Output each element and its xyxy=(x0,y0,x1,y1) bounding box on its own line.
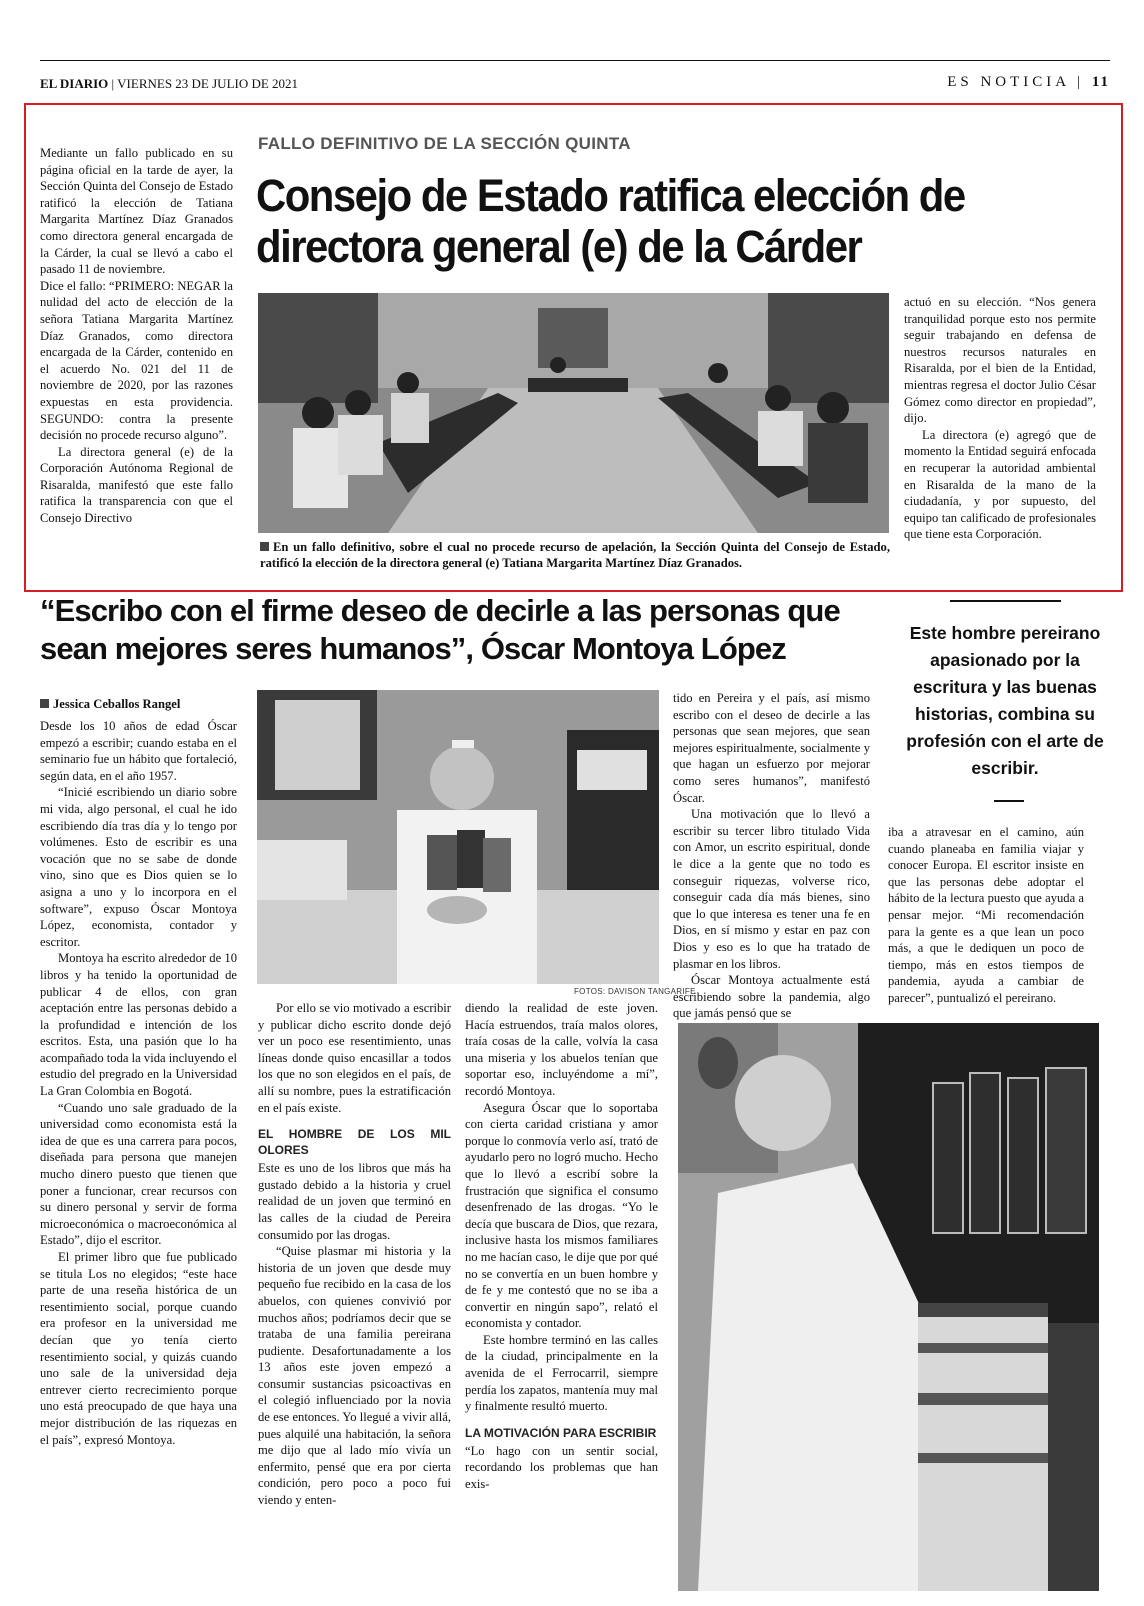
writer-photo-books xyxy=(257,690,659,984)
header-separator: | xyxy=(111,76,118,91)
article1-right-paragraph: La directora (e) agregó que de momento la Entidad seguirá enfocada en recuperar la autoridad ambiental en Risaralda de la mano de la ciudadanía, y por supuesto, del equipo tan calificado de profesionales que tiene esta Corporación. xyxy=(904,427,1096,542)
pull-quote-bottom-rule xyxy=(994,800,1024,802)
header-rule xyxy=(40,60,1110,61)
page-number: 11 xyxy=(1091,74,1110,90)
article2-paragraph: Óscar Montoya actualmente está escribiendo sobre la pandemia, algo que jamás pensó que se xyxy=(673,973,870,1021)
photo-credit: FOTOS: DAVISON TANGARIFE xyxy=(574,987,696,996)
article2-paragraph: Montoya ha escrito alrededor de 10 libros y ha tenido la oportunidad de publicar 4 de ellos, con gran aceptación entre las personas debido a la profundidad e intención de los escritos. Esta, una pasión que lo ha acompañado toda la vida incluyendo el estudio del pregrado en la Universidad La Gran Colombia en Bogotá. xyxy=(40,951,237,1099)
pull-quote: Este hombre pereirano apasionado por la escritura y las buenas historias, combina su profesión con el arte de escribir. xyxy=(906,623,1104,778)
article2-paragraph: Este es uno de los libros que más ha gustado debido a la historia y cruel realidad de un joven que terminó en las calles de la ciudad de Pereira consumido por las drogas. xyxy=(258,1161,451,1242)
meeting-photo xyxy=(258,293,889,533)
article2-column-2 xyxy=(258,1000,451,1509)
article2-paragraph: Asegura Óscar que lo soportaba con cierta caridad cristiana y amor porque lo conmovía verlo así, trató de ayudarlo pero no logró mucho. Hecho que lo llevó a escribí sobre la frustración que significa el consumo desenfrenado de las drogas. “Yo le decía que buscara de Dios, que rezara, inclusive hasta los mismos familiares no me hacían caso, le dije que por qué no se convertía en un buen hombre y de fe y me contestó que no se iba a convertir en ningún sapo”, relató el economista y contador. xyxy=(465,1100,659,1331)
paper-name: EL DIARIO xyxy=(40,76,109,91)
article1-left-paragraph: Mediante un fallo publicado en su página oficial en la tarde de ayer, la Sección Quinta del Consejo de Estado ratificó la elección de Tatiana Margarita Martínez Díaz Granados como directora general encargada de la Cárder, la cual se llevó a cabo el pasado 11 de noviembre. xyxy=(40,146,233,277)
article2-paragraph: Este hombre terminó en las calles de la ciudad, principalmente en la avenida de el Ferrocarril, siempre perdía los zapatos, mantenía muy mal y finalmente resultó muerto. xyxy=(465,1332,658,1414)
subhead-mil-olores: EL HOMBRE DE LOS MIL OLORES xyxy=(258,1127,451,1158)
header-date: VIERNES 23 DE JULIO DE 2021 xyxy=(117,76,299,91)
article1-left-paragraph: Dice el fallo: “PRIMERO: NEGAR la nulidad del acto de elección de la señora Tatiana Margarita Martínez Díaz Granados, como directora encargada de la Cárder, contenido en el acuerdo No. 021 del 11 de noviembre de 2020, por las razones expuestas en esta providencia. SEGUNDO: contra la presente decisión no procede recurso alguno”. xyxy=(40,278,233,443)
subhead-motivacion: LA MOTIVACIÓN PARA ESCRIBIR xyxy=(465,1425,657,1440)
article2-column-5 xyxy=(888,824,1084,1007)
article1-kicker: FALLO DEFINITIVO DE LA SECCIÓN QUINTA xyxy=(258,134,631,153)
writer-photo-shelf-image xyxy=(678,1023,1099,1591)
meeting-photo-image xyxy=(258,293,889,533)
header-left xyxy=(40,76,298,92)
header-right xyxy=(947,74,1110,91)
article2-paragraph: “Inicié escribiendo un diario sobre mi vida, algo personal, el cual he ido escribiendo día tras día y lo tengo por volúmenes. Esto de escribir es una vocación que no se sabe de donde vino, sino que es Dios quien se lo asigna a uno y lo incorpora en el software”, expuso Óscar Montoya López, economista, contador y escritor. xyxy=(40,785,237,949)
header-separator-right: | xyxy=(1077,74,1092,90)
article1-left-paragraph: La directora general (e) de la Corporación Autónoma Regional de Risaralda, manifestó que este fallo ratifica la transparencia con que el Consejo Directivo xyxy=(40,444,233,526)
article2-paragraph: Desde los 10 años de edad Óscar empezó a escribir; cuando estaba en el seminario fue un hábito que fortaleció, según data, en el año 1957. xyxy=(40,719,237,783)
caption-bullet xyxy=(260,542,269,551)
article2-column-4 xyxy=(673,690,870,1022)
writer-photo-shelf xyxy=(678,1023,1099,1591)
article1-caption xyxy=(260,539,890,571)
article2-column-1 xyxy=(40,718,237,1448)
article2-headline: “Escribo con el firme deseo de decirle a las personas que sean mejores seres humanos”, Óscar Montoya López xyxy=(40,593,840,666)
article2-paragraph: “Quise plasmar mi historia y la historia de un joven que desde muy pequeño fue recibido en la casa de los abuelos, con quienes convivió por muchos años; podríamos decir que se trataba de una familia pereirana pudiente. Desafortunadamente a los 13 años este joven empezó a consumir sustancias psicoactivas en el colegió influenciado por la novia de ese entonces. Yo llegué a vivir allá, pues alquilé una habitación, la señora me dijo que al lado mío vivía un enfermito, pensé que era por cierta condición, pero poco a poco fui viendo y enten- xyxy=(258,1244,451,1508)
byline xyxy=(40,697,180,712)
article1-caption-text: En un fallo definitivo, sobre el cual no procede recurso de apelación, la Sección Quinta del Consejo de Estado, ratificó la elección de la directora general (e) Tatiana Margarita Martínez Díaz Granados. xyxy=(260,540,890,570)
article2-column-3 xyxy=(465,1000,658,1493)
article1-left-column xyxy=(40,145,233,527)
article1-right-paragraph: actuó en su elección. “Nos genera tranquilidad porque esto nos permite seguir trabajando en defensa de nuestros recursos naturales en Risaralda, por el bien de la Entidad, mientras regresa el doctor Julio César Gómez como director en propiedad”, dijo. xyxy=(904,295,1096,426)
article2-paragraph: iba a atravesar en el camino, aún cuando planeaba en familia viajar y conocer Europa. El escritor insiste en que las personas debe adoptar el hábito de la lectura puesto que ayuda a pensar mejor. “Mi recomendación para la gente es a que lean un poco más, a que le dediquen un poco de tiempo, más en estos tiempos de pandemia, ayuda a cambiar de parecer”, puntualizó el pereirano. xyxy=(888,825,1084,1005)
article2-paragraph: “Cuando uno sale graduado de la universidad como economista está la idea de que es una carrera para pocos, diseñada para persona que manejen mucho dinero puesto que tienen que poner a funcionar, crear recursos con su dinero personal y servir de forma microeconómica o macroeconómica al Estado”, dijo el escritor. xyxy=(40,1100,237,1248)
article2-paragraph: “Lo hago con un sentir social, recordando los problemas que han exis- xyxy=(465,1443,658,1492)
byline-author: Jessica Ceballos Rangel xyxy=(53,697,181,711)
section-name: ES NOTICIA xyxy=(947,74,1070,90)
article2-paragraph: Una motivación que lo llevó a escribir su tercer libro titulado Vida con Amor, un escrito espiritual, donde le dice a la gente que no todo es conseguir riquezas, volverse rico, conseguir cada día más bienes, sino que lo que interesa es tener una fe en Dios, en sí mismo y estar en paz con Dios y eso es lo que ha tratado de plasmar en los libros. xyxy=(673,807,870,971)
article2-paragraph: diendo la realidad de este joven. Hacía estruendos, traía malos olores, traía cosas de la calle, volvía la casa una miseria y los abuelos tenían que soportar eso, incluyéndome a mí”, recordó Montoya. xyxy=(465,1001,658,1098)
article1-headline: Consejo de Estado ratifica elección de directora general (e) de la Cárder xyxy=(256,170,965,272)
article1-right-column xyxy=(904,294,1096,543)
article2-paragraph: El primer libro que fue publicado se titula Los no elegidos; “este hace parte de una reseña histórica de un resentimiento social, porque cuando era profesor en la universidad me decían que yo tenía cierto resentimiento social, y quizás cuando uno sale de la universidad deja entrever cierto recrecimiento porque uno está preocupado de que haya una mejor distribución de las riquezas en el país”, expresó Montoya. xyxy=(40,1250,237,1447)
byline-bullet xyxy=(40,699,49,708)
writer-photo-books-image xyxy=(257,690,659,984)
article2-paragraph: tido en Pereira y el país, así mismo escribo con el deseo de decirle a las personas que sean mejores, que sean mejores espiritualmente, socialmente y que hagan un esfuerzo por mejorar como seres humanos”, manifestó Óscar. xyxy=(673,691,870,805)
article2-paragraph: Por ello se vio motivado a escribir y publicar dicho escrito donde dejó ver un poco ese resentimiento, unas líneas donde quiso encasillar a todos los que no son elegidos en el país, de allí su nombre, pues la estratificación en el país existe. xyxy=(258,1001,451,1115)
pull-quote-top-rule xyxy=(950,600,1061,602)
